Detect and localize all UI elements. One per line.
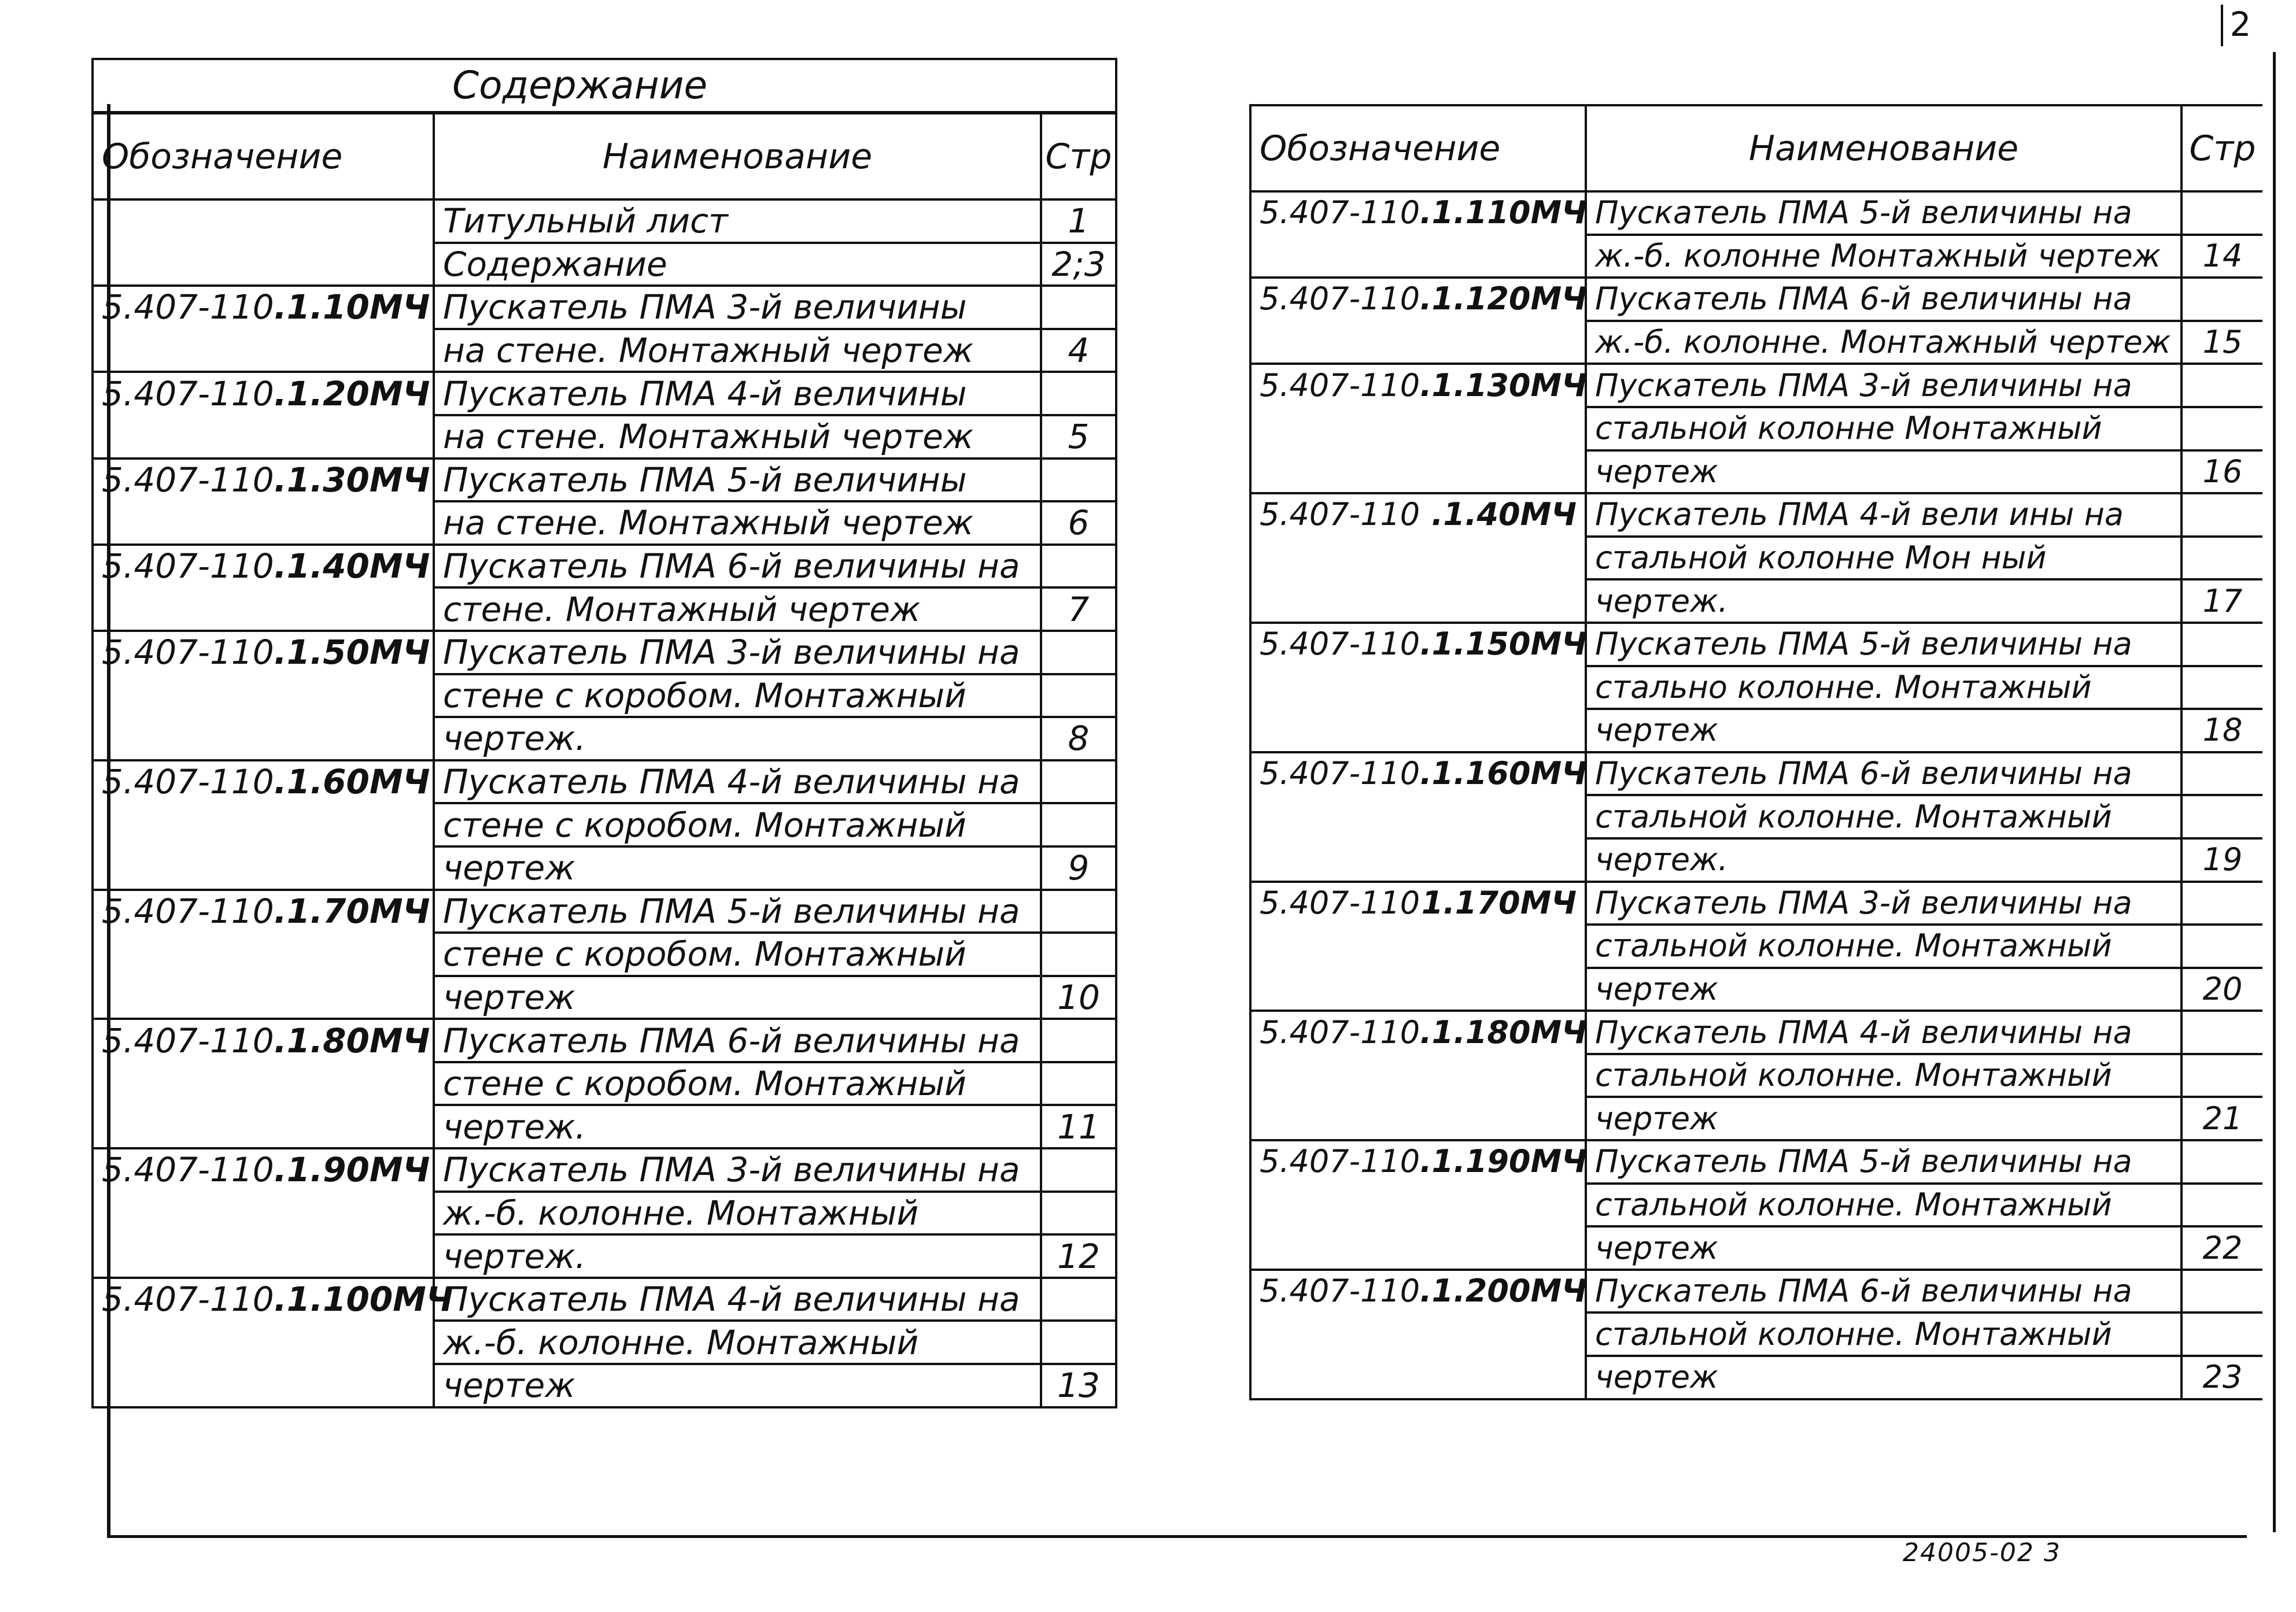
contents-title: Содержание <box>93 59 1116 113</box>
name-cell: Пускатель ПМА 4-й величины на <box>434 1278 1041 1321</box>
designation-cell <box>1250 364 1586 407</box>
contents-row <box>93 1148 1116 1192</box>
contents-row <box>93 199 1116 243</box>
designation-suffix: .1.130МЧ <box>1420 367 1587 404</box>
designation-suffix: .1.200МЧ <box>1420 1273 1587 1310</box>
designation-suffix: .1.60МЧ <box>274 762 430 802</box>
designation-cell <box>1250 1226 1586 1270</box>
contents-row <box>93 1321 1116 1364</box>
page-cell <box>2181 407 2262 450</box>
designation-cell <box>1250 925 1586 968</box>
page-cell: 11 <box>1041 1105 1116 1148</box>
name-cell: стене с коробом. Монтажный <box>434 674 1041 718</box>
name-cell: чертеж. <box>1586 838 2181 882</box>
name-cell: ж.-б. колонне. Монтажный <box>434 1321 1041 1364</box>
contents-row <box>1250 795 2262 838</box>
page-cell <box>2181 1011 2262 1054</box>
name-cell: Пускатель ПМА 6-й величины на <box>434 1019 1041 1062</box>
designation-code: 5.407-110 <box>102 1021 274 1060</box>
contents-row <box>1250 579 2262 623</box>
designation-cell <box>93 1148 434 1192</box>
page-cell <box>1041 933 1116 976</box>
page-cell <box>2181 278 2262 321</box>
designation-suffix: .1.190МЧ <box>1420 1143 1587 1180</box>
name-cell: чертеж <box>1586 1226 2181 1270</box>
page-cell <box>1041 1278 1116 1321</box>
designation-suffix: 1.170МЧ <box>1421 884 1577 921</box>
contents-row <box>1250 1226 2262 1270</box>
page-cell <box>1041 1321 1116 1364</box>
page-cell <box>2181 493 2262 537</box>
contents-row <box>93 1234 1116 1278</box>
designation-cell <box>1250 278 1586 321</box>
contents-row <box>93 933 1116 976</box>
page-cell: 23 <box>2181 1356 2262 1399</box>
name-cell: стальной колонне Монтажный <box>1586 407 2181 450</box>
contents-row <box>1250 925 2262 968</box>
name-cell: Пускатель ПМА 3-й величины на <box>434 631 1041 674</box>
name-cell: Пускатель ПМА 6-й величины на <box>434 545 1041 588</box>
contents-row <box>93 1019 1116 1062</box>
name-cell: чертеж <box>1586 709 2181 752</box>
page-cell <box>2181 191 2262 235</box>
page-cell <box>2181 623 2262 666</box>
page-cell: 8 <box>1041 717 1116 760</box>
name-cell: стально колонне. Монтажный <box>1586 666 2181 709</box>
designation-suffix: .1.70МЧ <box>274 891 430 931</box>
name-cell: Пускатель ПМА 3-й величины на <box>1586 882 2181 925</box>
designation-cell <box>93 501 434 545</box>
name-cell: Пускатель ПМА 6-й величины на <box>1586 1270 2181 1313</box>
name-cell: ж.-б. колонне. Монтажный <box>434 1192 1041 1235</box>
page-cell: 7 <box>1041 587 1116 631</box>
name-cell: ж.-б. колонне. Монтажный чертеж <box>1586 321 2181 364</box>
contents-row <box>1250 191 2262 235</box>
contents-row <box>1250 882 2262 925</box>
name-cell: стальной колонне. Монтажный <box>1586 1054 2181 1097</box>
contents-row <box>1250 1312 2262 1356</box>
designation-suffix: .1.150МЧ <box>1420 626 1587 663</box>
page-cell <box>2181 1312 2262 1356</box>
name-cell: стальной колонне. Монтажный <box>1586 925 2181 968</box>
designation-cell <box>93 846 434 890</box>
designation-cell <box>93 1278 453 1321</box>
page-cell <box>2181 1140 2262 1184</box>
page-cell: 17 <box>2181 579 2262 623</box>
contents-row <box>1250 407 2262 450</box>
designation-cell <box>1250 537 1586 580</box>
designation-cell <box>1250 709 1586 752</box>
page-cell: 22 <box>2181 1226 2262 1270</box>
page-cell <box>1041 760 1116 804</box>
document-stamp: 24005-02 3 <box>1903 1538 2061 1567</box>
contents-row <box>1250 450 2262 494</box>
designation-cell <box>93 415 434 459</box>
designation-code: 5.407-110 <box>102 287 274 327</box>
page-cell <box>1041 803 1116 846</box>
name-cell: чертеж <box>434 846 1041 890</box>
designation-code: 5.407-110 <box>1260 1143 1420 1180</box>
name-cell: Пускатель ПМА 5-й величины на <box>1586 1140 2181 1184</box>
name-cell: Титульный лист <box>434 199 1041 243</box>
page-cell <box>2181 925 2262 968</box>
contents-row <box>1250 537 2262 580</box>
designation-cell <box>93 1234 434 1278</box>
designation-code: 5.407-110 <box>1260 884 1420 921</box>
contents-row <box>1250 321 2262 364</box>
designation-suffix: .1.10МЧ <box>274 287 430 327</box>
designation-code: 5.407-110 <box>102 546 274 586</box>
name-cell: Пускатель ПМА 3-й величины на <box>1586 364 2181 407</box>
column-name: Наименование <box>434 113 1041 199</box>
designation-cell <box>1250 321 1586 364</box>
contents-row <box>1250 1097 2262 1140</box>
name-cell: Пускатель ПМА 5-й величины <box>434 459 1041 502</box>
designation-cell <box>1250 882 1586 925</box>
name-cell: Пускатель ПМА 5-й величины на <box>1586 623 2181 666</box>
contents-row <box>1250 1054 2262 1097</box>
frame-right-line <box>2273 52 2278 1532</box>
page-cell <box>2181 752 2262 796</box>
contents-row <box>93 459 1116 502</box>
designation-suffix: .1.80МЧ <box>274 1021 430 1060</box>
page-cell <box>2181 364 2262 407</box>
designation-cell <box>1250 1312 1586 1356</box>
designation-cell <box>1250 493 1586 537</box>
designation-code: 5.407-110 <box>1260 755 1420 792</box>
designation-suffix: .1.40МЧ <box>274 546 430 586</box>
designation-code: 5.407-110 <box>1260 496 1420 533</box>
designation-cell <box>1250 407 1586 450</box>
designation-cell <box>93 243 434 286</box>
name-cell: чертеж <box>1586 1097 2181 1140</box>
contents-row <box>93 372 1116 415</box>
column-name: Наименование <box>1586 105 2181 191</box>
contents-row <box>93 1278 1116 1321</box>
designation-cell <box>1250 1097 1586 1140</box>
designation-cell <box>93 1364 434 1407</box>
contents-row <box>1250 1140 2262 1184</box>
page-cell: 15 <box>2181 321 2262 364</box>
designation-cell <box>93 459 434 502</box>
page-number: 2 <box>2221 5 2258 46</box>
designation-cell <box>93 329 434 372</box>
name-cell: стальной колонне Мон ный <box>1586 537 2181 580</box>
page-cell <box>2181 1270 2262 1313</box>
designation-cell <box>1250 838 1586 882</box>
name-cell: ж.-б. колонне Монтажный чертеж <box>1586 235 2181 278</box>
page-cell: 9 <box>1041 846 1116 890</box>
designation-cell <box>1250 623 1586 666</box>
page-cell <box>1041 1019 1116 1062</box>
name-cell: на стене. Монтажный чертеж <box>434 329 1041 372</box>
contents-row <box>1250 838 2262 882</box>
contents-row <box>93 717 1116 760</box>
contents-row <box>1250 364 2262 407</box>
page-cell <box>1041 286 1116 329</box>
page-cell <box>2181 537 2262 580</box>
designation-suffix: .1.100МЧ <box>274 1280 453 1319</box>
column-designation: Обозначение <box>93 113 434 199</box>
contents-row <box>1250 235 2262 278</box>
page-cell: 19 <box>2181 838 2262 882</box>
designation-cell <box>1250 1140 1586 1184</box>
designation-cell <box>93 1019 434 1062</box>
designation-suffix: .1.120МЧ <box>1420 280 1587 317</box>
designation-cell <box>1250 1356 1586 1399</box>
contents-row <box>93 545 1116 588</box>
name-cell: Пускатель ПМА 4-й величины <box>434 372 1041 415</box>
designation-cell <box>93 587 434 631</box>
contents-row <box>93 631 1116 674</box>
name-cell: Пускатель ПМА 4-й величины на <box>1586 1011 2181 1054</box>
contents-row <box>1250 1184 2262 1227</box>
designation-suffix: .1.110МЧ <box>1420 194 1587 231</box>
page-cell: 13 <box>1041 1364 1116 1407</box>
designation-cell <box>1250 450 1586 494</box>
designation-cell <box>1250 191 1586 235</box>
designation-cell <box>93 803 434 846</box>
name-cell: чертеж. <box>434 1105 1041 1148</box>
contents-row <box>93 286 1116 329</box>
contents-row <box>93 501 1116 545</box>
name-cell: Пускатель ПМА 6-й величины на <box>1586 278 2181 321</box>
page-cell <box>1041 1148 1116 1192</box>
column-designation: Обозначение <box>1250 105 1586 191</box>
contents-row <box>1250 968 2262 1011</box>
column-page: Стр <box>1041 113 1116 199</box>
name-cell: Пускатель ПМА 3-й величины <box>434 286 1041 329</box>
designation-cell <box>93 760 434 804</box>
designation-code: 5.407-110 <box>1260 1014 1420 1051</box>
name-cell: Пускатель ПМА 6-й величины на <box>1586 752 2181 796</box>
page-cell <box>1041 545 1116 588</box>
designation-cell <box>1250 1184 1586 1227</box>
page-cell: 6 <box>1041 501 1116 545</box>
contents-row <box>1250 1356 2262 1399</box>
page-cell <box>2181 666 2262 709</box>
designation-suffix: .1.50МЧ <box>274 633 430 672</box>
contents-row <box>93 976 1116 1019</box>
name-cell: чертеж. <box>434 717 1041 760</box>
designation-code: 5.407-110 <box>102 460 274 500</box>
designation-cell <box>93 545 434 588</box>
page-cell: 1 <box>1041 199 1116 243</box>
contents-row <box>93 415 1116 459</box>
name-cell: чертеж <box>1586 450 2181 494</box>
contents-row <box>93 243 1116 286</box>
contents-row <box>93 846 1116 890</box>
designation-cell <box>93 286 434 329</box>
page-cell <box>1041 459 1116 502</box>
page-cell: 21 <box>2181 1097 2262 1140</box>
designation-cell <box>1250 1011 1586 1054</box>
name-cell: Пускатель ПМА 4-й величины на <box>434 760 1041 804</box>
designation-cell <box>1250 752 1586 796</box>
designation-code: 5.407-110 <box>1260 626 1420 663</box>
name-cell: Пускатель ПМА 5-й величины на <box>434 890 1041 933</box>
contents-row <box>93 587 1116 631</box>
contents-row <box>93 1364 1116 1407</box>
name-cell: стальной колонне. Монтажный <box>1586 795 2181 838</box>
contents-row <box>1250 623 2262 666</box>
contents-row <box>1250 709 2262 752</box>
column-page: Стр <box>2181 105 2262 191</box>
contents-row <box>93 1105 1116 1148</box>
name-cell: на стене. Монтажный чертеж <box>434 415 1041 459</box>
designation-suffix: .1.180МЧ <box>1420 1014 1587 1051</box>
contents-row <box>1250 493 2262 537</box>
designation-cell <box>1250 1054 1586 1097</box>
contents-table-right <box>1249 104 2262 1400</box>
designation-code: 5.407-110 <box>1260 194 1420 231</box>
designation-suffix: .1.160МЧ <box>1420 755 1587 792</box>
designation-cell <box>1250 1270 1586 1313</box>
designation-cell <box>1250 968 1586 1011</box>
page-cell: 5 <box>1041 415 1116 459</box>
contents-row <box>93 1062 1116 1106</box>
page-cell <box>1041 372 1116 415</box>
name-cell: стальной колонне. Монтажный <box>1586 1184 2181 1227</box>
name-cell: Пускатель ПМА 5-й величины на <box>1586 191 2181 235</box>
contents-row <box>93 803 1116 846</box>
contents-row <box>1250 752 2262 796</box>
page-cell <box>1041 890 1116 933</box>
name-cell: Пускатель ПМА 4-й вели ины на <box>1586 493 2181 537</box>
designation-cell <box>93 199 434 243</box>
designation-code: 5.407-110 <box>102 762 274 802</box>
designation-cell <box>93 1321 434 1364</box>
designation-cell <box>93 631 434 674</box>
page-cell <box>1041 1062 1116 1106</box>
name-cell: чертеж. <box>434 1234 1041 1278</box>
contents-row <box>93 329 1116 372</box>
name-cell: чертеж <box>434 1364 1041 1407</box>
designation-suffix: .1.90МЧ <box>274 1150 430 1190</box>
contents-row <box>93 760 1116 804</box>
designation-code: 5.407-110 <box>1260 367 1420 404</box>
contents-table-left <box>91 58 1117 1408</box>
designation-cell <box>1250 795 1586 838</box>
page-cell: 18 <box>2181 709 2262 752</box>
designation-suffix: .1.20МЧ <box>274 374 430 413</box>
designation-cell <box>1250 579 1586 623</box>
name-cell: стене. Монтажный чертеж <box>434 587 1041 631</box>
designation-cell <box>93 933 434 976</box>
designation-cell <box>93 890 434 933</box>
page-cell: 20 <box>2181 968 2262 1011</box>
name-cell: Содержание <box>434 243 1041 286</box>
designation-code: 5.407-110 <box>102 1150 274 1190</box>
page-cell: 10 <box>1041 976 1116 1019</box>
name-cell: стене с коробом. Монтажный <box>434 1062 1041 1106</box>
name-cell: Пускатель ПМА 3-й величины на <box>434 1148 1041 1192</box>
designation-cell <box>93 1062 434 1106</box>
designation-cell <box>93 674 434 718</box>
contents-row <box>1250 1270 2262 1313</box>
page-cell: 14 <box>2181 235 2262 278</box>
contents-row <box>93 890 1116 933</box>
page-cell <box>1041 1192 1116 1235</box>
designation-cell <box>93 717 434 760</box>
contents-row <box>93 1192 1116 1235</box>
designation-code: 5.407-110 <box>102 1280 274 1319</box>
contents-row <box>1250 278 2262 321</box>
name-cell: стене с коробом. Монтажный <box>434 933 1041 976</box>
designation-cell <box>93 1105 434 1148</box>
page-cell: 16 <box>2181 450 2262 494</box>
name-cell: стене с коробом. Монтажный <box>434 803 1041 846</box>
designation-cell <box>93 372 434 415</box>
name-cell: чертеж <box>434 976 1041 1019</box>
designation-cell <box>93 1192 434 1235</box>
name-cell: чертеж. <box>1586 579 2181 623</box>
designation-code: 5.407-110 <box>1260 280 1420 317</box>
contents-row <box>1250 1011 2262 1054</box>
page-cell <box>2181 1184 2262 1227</box>
contents-row <box>1250 666 2262 709</box>
designation-cell <box>1250 666 1586 709</box>
page-cell <box>2181 795 2262 838</box>
designation-code: 5.407-110 <box>102 891 274 931</box>
designation-suffix: .1.40МЧ <box>1431 496 1577 533</box>
name-cell: чертеж <box>1586 1356 2181 1399</box>
designation-cell <box>93 976 434 1019</box>
page-cell <box>2181 882 2262 925</box>
contents-row <box>93 674 1116 718</box>
page-cell <box>1041 631 1116 674</box>
designation-cell <box>1250 235 1586 278</box>
designation-code: 5.407-110 <box>1260 1273 1420 1310</box>
page-cell: 12 <box>1041 1234 1116 1278</box>
page-cell: 4 <box>1041 329 1116 372</box>
designation-suffix: .1.30МЧ <box>274 460 430 500</box>
page-cell <box>1041 674 1116 718</box>
name-cell: на стене. Монтажный чертеж <box>434 501 1041 545</box>
designation-code: 5.407-110 <box>102 633 274 672</box>
name-cell: чертеж <box>1586 968 2181 1011</box>
designation-code: 5.407-110 <box>102 374 274 413</box>
name-cell: стальной колонне. Монтажный <box>1586 1312 2181 1356</box>
page-cell: 2;3 <box>1041 243 1116 286</box>
page-cell <box>2181 1054 2262 1097</box>
